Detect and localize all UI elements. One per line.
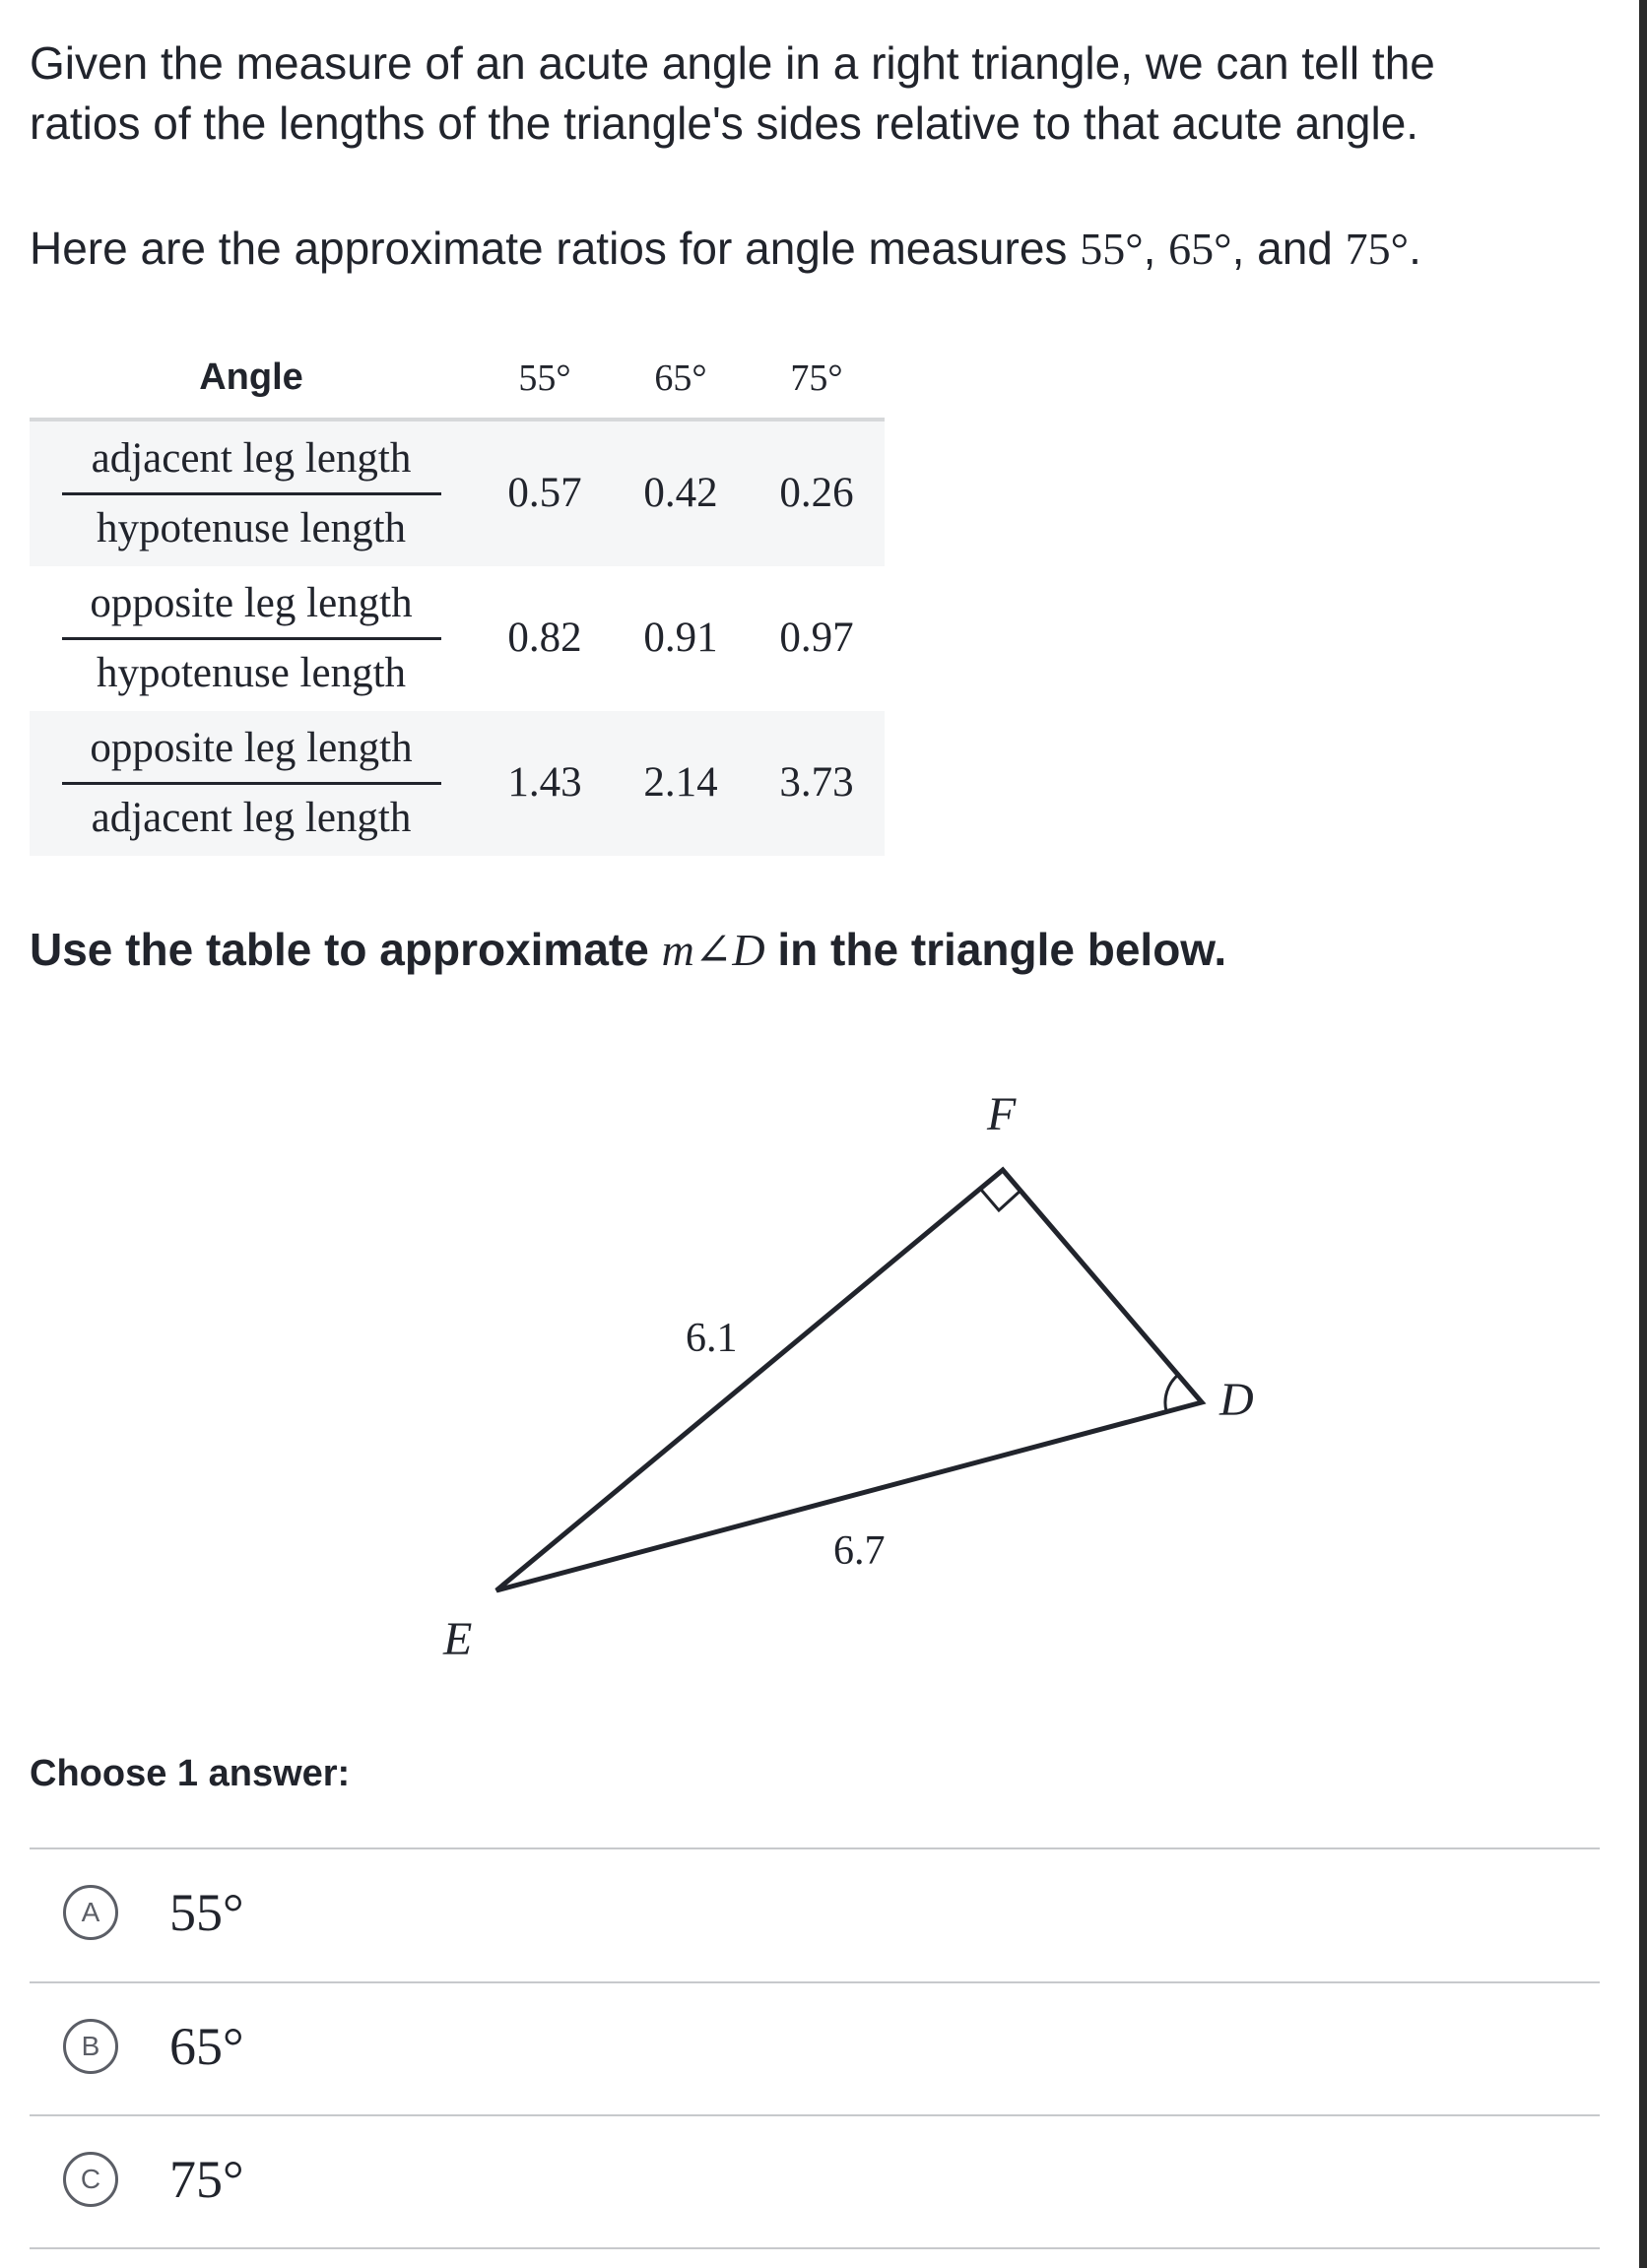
ratio-fraction: opposite leg length adjacent leg length [30,721,473,846]
divider [30,2247,1600,2249]
vertex-d-label: D [1219,1374,1254,1426]
table-cell: 2.14 [643,759,718,806]
vertex-e-label: E [443,1613,473,1665]
table-cell: 0.42 [643,470,718,516]
choice-c[interactable] [30,2115,1600,2243]
header-angle-value: 65° [654,357,707,399]
table-cell: 0.82 [507,615,582,661]
table-cell: 3.73 [779,759,854,806]
header-angle: Angle [199,356,303,398]
angle-d-arc [1165,1375,1178,1411]
question-text: Use the table to approximate m∠D in the triangle below. [30,924,1227,975]
table-cell: 0.91 [643,615,718,661]
triangle-def [496,1170,1202,1590]
vertex-f-label: F [987,1088,1017,1140]
choice-letter-b: B [63,2019,118,2074]
intro-text: Given the measure of an acute angle in a right triangle, we can tell the ratios of the lengths of the triangle's sides relative to that acute angle. [30,37,1435,149]
table-cell: 0.97 [779,615,854,661]
header-angle-value: 75° [790,357,843,399]
choice-a[interactable] [30,1848,1600,1976]
choice-b[interactable] [30,1982,1600,2110]
table-cell: 1.43 [507,759,582,806]
ratio-fraction: opposite leg length hypotenuse length [30,576,473,701]
approx-text: Here are the approximate ratios for angle measures 55°, 65°, and 75°. [30,223,1421,274]
side-ef-label: 6.1 [686,1316,738,1361]
choose-label: Choose 1 answer: [30,1753,351,1794]
right-angle-marker [981,1190,1021,1210]
choice-value: 55° [169,1883,244,1942]
side-ed-label: 6.7 [833,1528,886,1574]
choice-letter-c: C [63,2152,118,2207]
header-angle-value: 55° [518,357,571,399]
choice-letter-a: A [63,1885,118,1940]
ratio-fraction: adjacent leg length hypotenuse length [30,431,473,556]
table-cell: 0.57 [507,470,582,516]
table-cell: 0.26 [779,470,854,516]
choice-value: 75° [169,2150,244,2209]
choice-value: 65° [169,2017,244,2076]
